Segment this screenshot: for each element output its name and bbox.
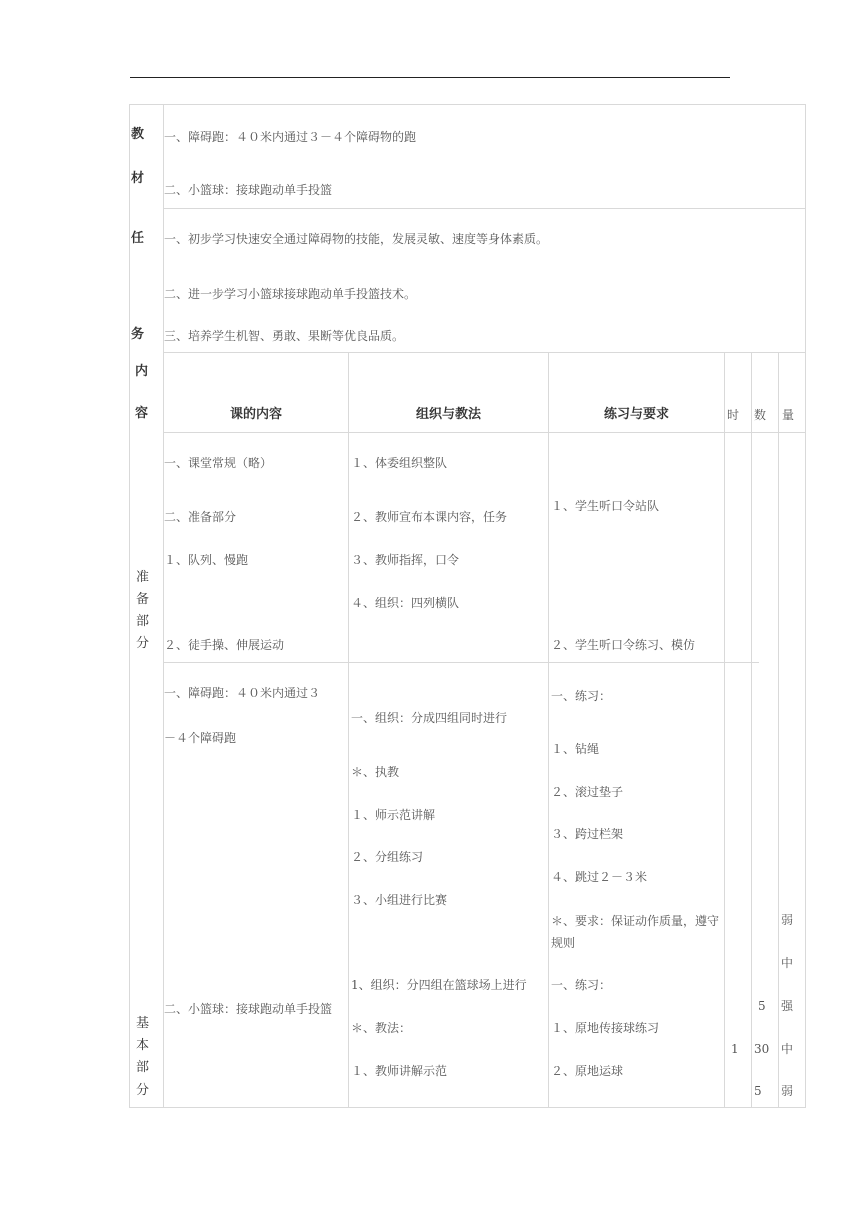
basic-org-2: ＊、执教	[351, 765, 400, 779]
prep-label-4: 分	[136, 636, 150, 651]
basic-count-3: 5	[754, 1084, 762, 1098]
basic-load-5: 弱	[781, 1084, 794, 1098]
basic-content-2: －４个障碍跑	[164, 731, 237, 745]
prep-org-3: ３、教师指挥，口令	[351, 553, 460, 567]
col-header-content: 课的内容	[229, 407, 282, 422]
header-rule	[130, 77, 730, 78]
prep-content-1: 一、课堂常规（略）	[164, 456, 273, 470]
renwu-item-1: 一、初步学习快速安全通过障碍物的技能，发展灵敏、速度等身体素质。	[164, 232, 549, 246]
prep-org-2: ２、教师宣布本课内容，任务	[351, 510, 508, 524]
lesson-plan-table	[129, 104, 806, 1108]
basic-content-3: 二、小篮球：接球跑动单手投篮	[164, 1002, 333, 1016]
basic-count-1: 5	[758, 999, 766, 1013]
basic-practice-7: 一、练习：	[551, 978, 612, 992]
basic-practice-8: １、原地传接球练习	[551, 1021, 660, 1035]
basic-label-2: 本	[136, 1038, 150, 1053]
col-header-count: 数	[754, 408, 767, 422]
basic-load-1: 弱	[781, 913, 794, 927]
prep-content-2: 二、准备部分	[164, 510, 237, 524]
col-header-load: 量	[782, 408, 795, 422]
basic-org-6: 1、组织：分四组在篮球场上进行	[351, 978, 527, 992]
basic-practice-5: ４、跳过２－３米	[551, 870, 648, 884]
prep-org-1: １、体委组织整队	[351, 456, 448, 470]
prep-label-2: 备	[136, 592, 150, 607]
basic-org-8: １、教师讲解示范	[351, 1064, 448, 1078]
prep-practice-1: １、学生听口令站队	[551, 499, 660, 513]
basic-load-4: 中	[781, 1042, 794, 1056]
basic-load-2: 中	[781, 956, 794, 970]
basic-load-3: 强	[781, 999, 794, 1013]
prep-label-1: 准	[136, 570, 150, 585]
basic-org-5: ３、小组进行比赛	[351, 893, 448, 907]
col-header-practice: 练习与要求	[603, 407, 669, 422]
renwu-label-2: 务	[131, 327, 145, 342]
header-label-1: 内	[135, 364, 149, 379]
basic-practice-2: １、钻绳	[551, 742, 600, 756]
basic-org-1: 一、组织：分成四组同时进行	[351, 711, 508, 725]
prep-content-3: １、队列、慢跑	[164, 553, 249, 567]
header-label-2: 容	[135, 406, 149, 421]
basic-label-3: 部	[136, 1060, 150, 1075]
basic-label-1: 基	[136, 1016, 150, 1031]
basic-practice-1: 一、练习：	[551, 689, 612, 703]
jiaocai-label-1: 教	[131, 127, 145, 142]
prep-label-3: 部	[136, 614, 150, 629]
renwu-item-2: 二、进一步学习小篮球接球跑动单手投篮技术。	[164, 287, 417, 301]
basic-practice-3: ２、滚过垫子	[551, 785, 624, 799]
basic-count-2: 30	[754, 1042, 770, 1056]
basic-time: 1	[731, 1042, 739, 1056]
basic-org-3: １、师示范讲解	[351, 808, 436, 822]
basic-practice-6: ＊、要求：保证动作质量，遵守规则	[551, 914, 720, 950]
col-header-org: 组织与教法	[415, 407, 481, 422]
basic-practice-9: ２、原地运球	[551, 1064, 624, 1078]
jiaocai-label-2: 材	[131, 171, 145, 186]
jiaocai-item-1: 一、障碍跑：４０米内通过３－４个障碍物的跑	[164, 130, 417, 144]
basic-org-7: ＊、教法：	[351, 1021, 412, 1035]
basic-content-1: 一、障碍跑：４０米内通过３	[164, 686, 321, 700]
prep-org-4: ４、组织：四列横队	[351, 596, 460, 610]
basic-org-4: ２、分组练习	[351, 850, 424, 864]
prep-content-4: ２、徒手操、伸展运动	[164, 638, 285, 652]
jiaocai-item-2: 二、小篮球：接球跑动单手投篮	[164, 183, 333, 197]
basic-practice-4: ３、跨过栏架	[551, 827, 624, 841]
prep-practice-2: ２、学生听口令练习、模仿	[551, 638, 696, 652]
renwu-item-3: 三、培养学生机智、勇敢、果断等优良品质。	[164, 329, 405, 343]
col-header-time: 时	[727, 408, 740, 422]
renwu-label-1: 任	[131, 231, 145, 246]
basic-label-4: 分	[136, 1083, 150, 1098]
